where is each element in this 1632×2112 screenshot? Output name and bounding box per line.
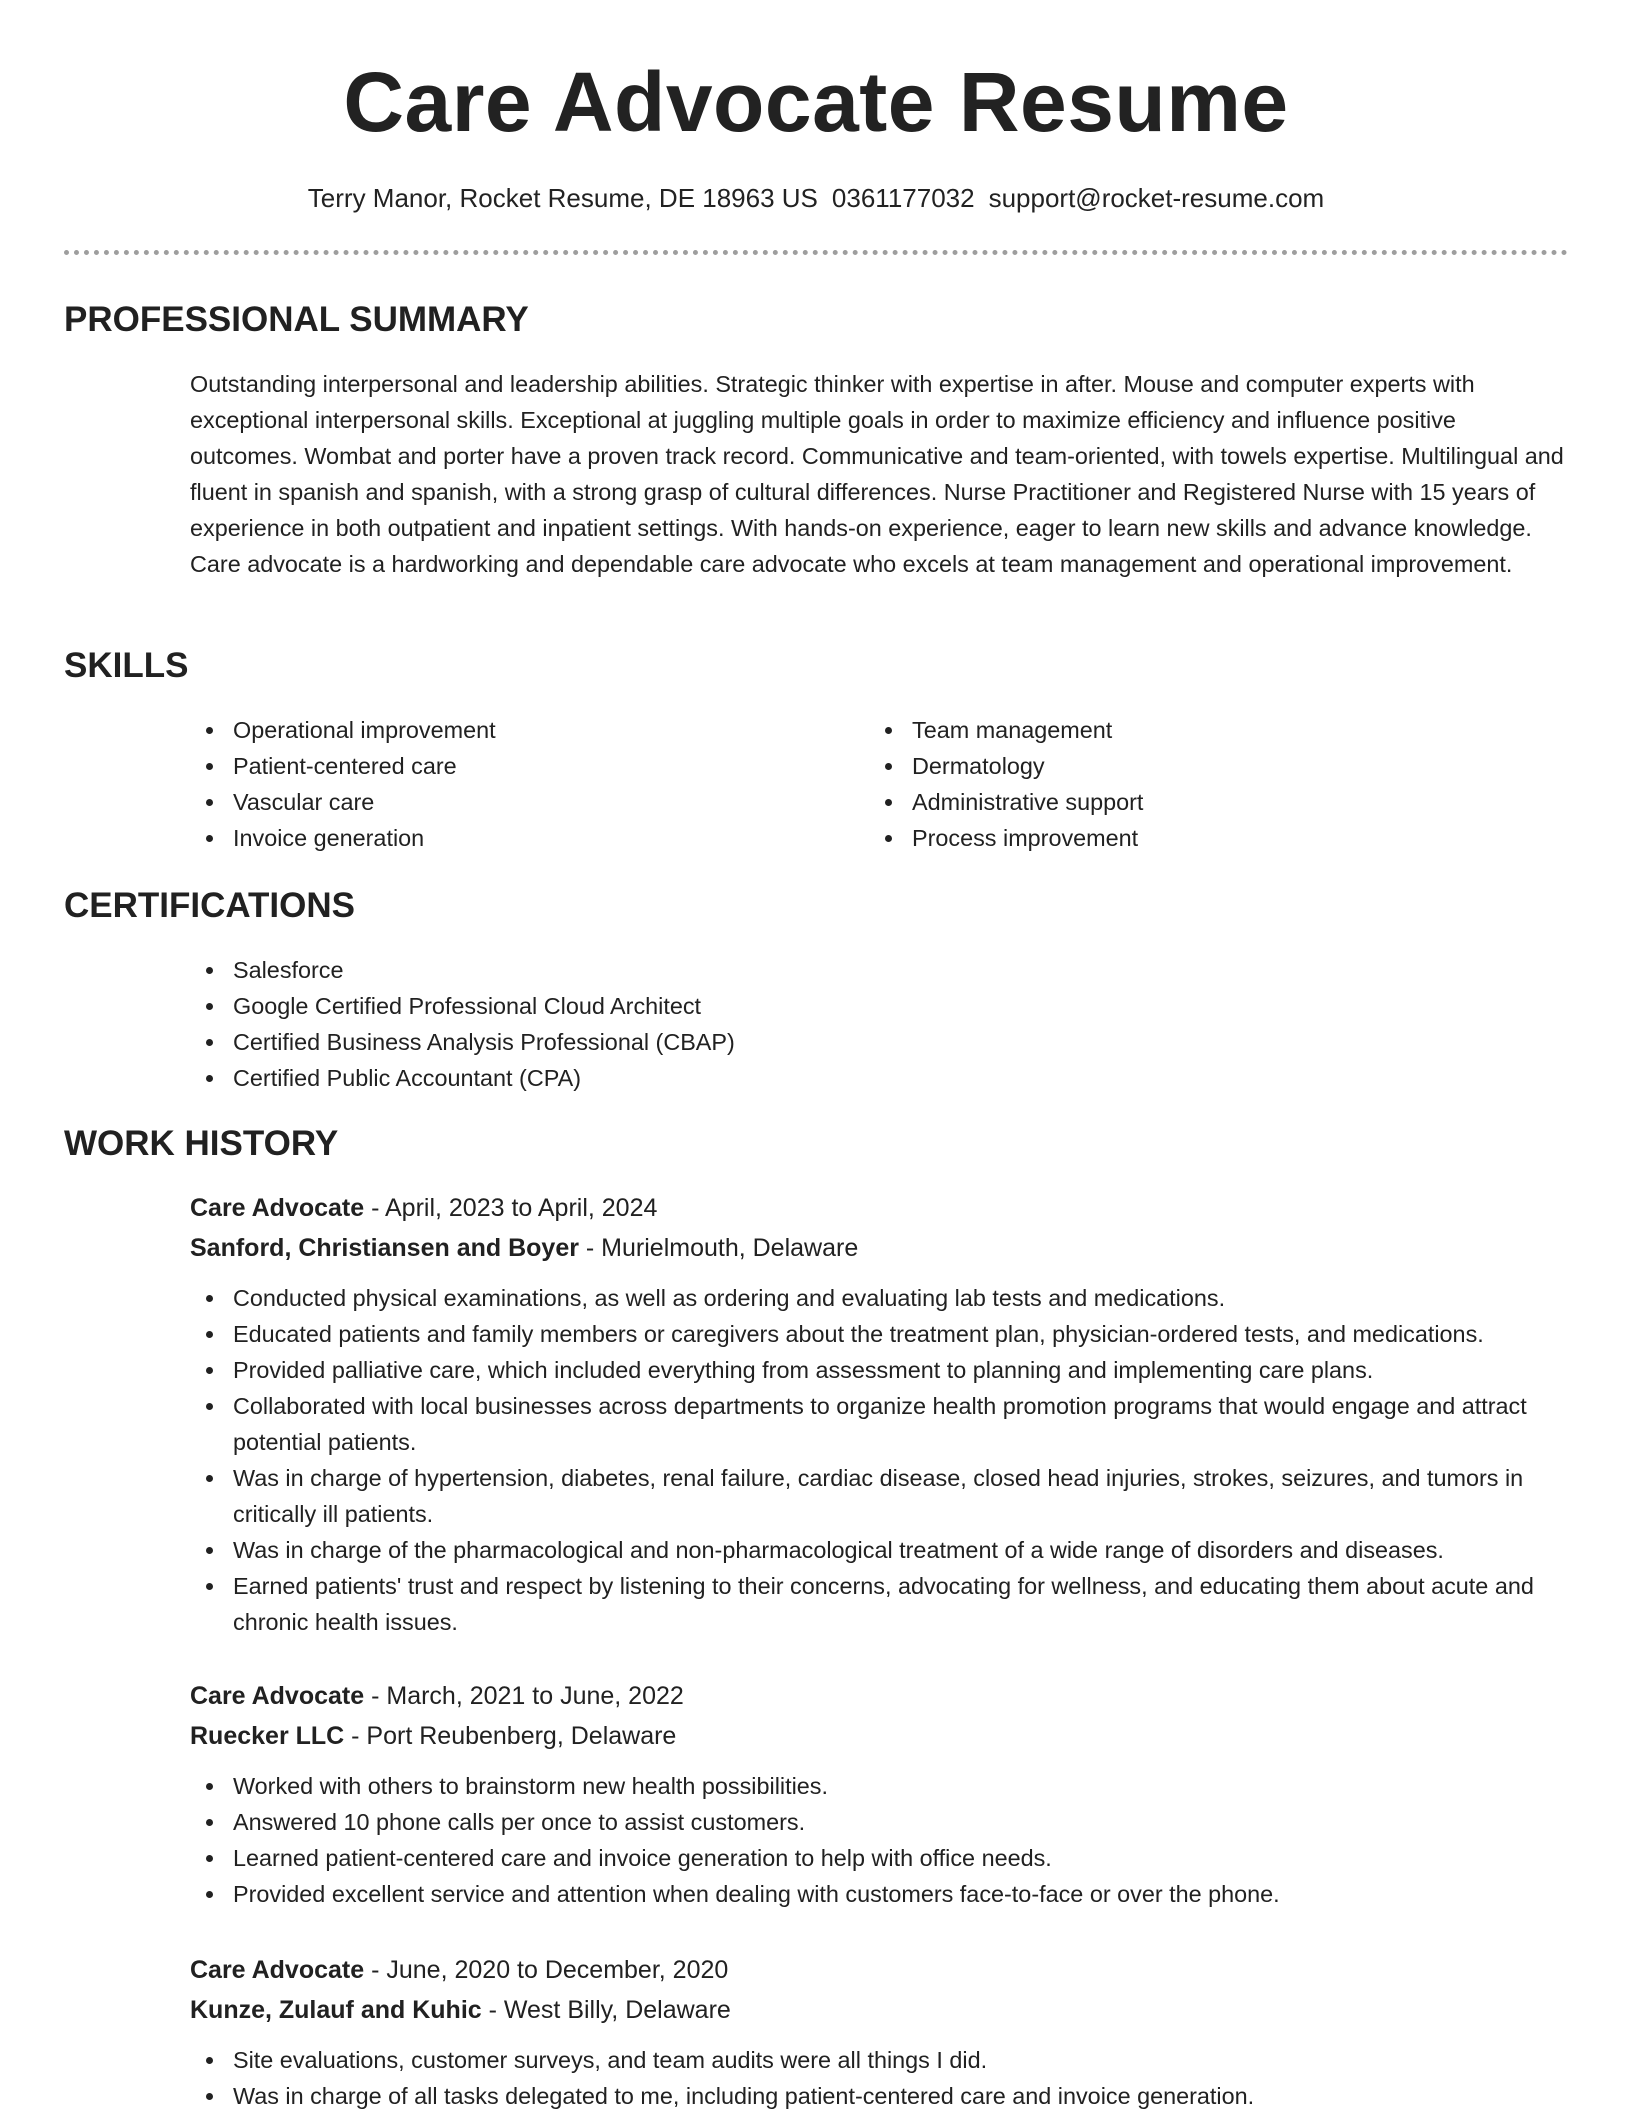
job-duties [190, 1768, 1580, 1912]
contact-address: Terry Manor, Rocket Resume, DE 18963 US [307, 183, 818, 213]
job-company-line [190, 1990, 1580, 2030]
resume-title: Care Advocate Resume [343, 55, 1289, 149]
work-history-heading: WORK HISTORY [64, 1124, 339, 1163]
job-title-line [190, 1676, 1580, 1716]
skill-item: Process improvement [869, 820, 1143, 856]
job-dates: - April, 2023 to April, 2024 [364, 1194, 658, 1222]
header-divider [64, 250, 1568, 255]
job-title-line [190, 1950, 1580, 1990]
job-title: Care Advocate [190, 1194, 365, 1222]
job-duty: Collaborated with local businesses across departments to organize health promotion programs that would engage and attract potential patients. [190, 1388, 1580, 1460]
certifications-list [190, 952, 735, 1096]
job-duty: Was in charge of all tasks delegated to me, including patient-centered care and invoice generation. [190, 2078, 1580, 2112]
job-duty: Answered 10 phone calls per once to assist customers. [190, 1804, 1580, 1840]
job-title: Care Advocate [190, 1682, 365, 1710]
job-location: - West Billy, Delaware [481, 1996, 731, 2024]
skills-heading: SKILLS [64, 646, 189, 685]
job-dates: - June, 2020 to December, 2020 [364, 1956, 729, 1984]
certification-item: Certified Business Analysis Professional (CBAP) [190, 1024, 735, 1060]
certifications-heading: CERTIFICATIONS [64, 886, 356, 925]
job-company-line [190, 1228, 1580, 1268]
skills-right-list [869, 712, 1143, 856]
certification-item: Google Certified Professional Cloud Architect [190, 988, 735, 1024]
job-entry [190, 1950, 1580, 2112]
job-duty: Provided excellent service and attention when dealing with customers face-to-face or over the phone. [190, 1876, 1580, 1912]
job-duty: Conducted physical examinations, as well as ordering and evaluating lab tests and medications. [190, 1280, 1580, 1316]
summary-heading: PROFESSIONAL SUMMARY [64, 300, 529, 339]
skills-right-column [869, 712, 1143, 856]
job-duty: Educated patients and family members or caregivers about the treatment plan, physician-ordered tests, and medications. [190, 1316, 1580, 1352]
job-dates: - March, 2021 to June, 2022 [364, 1682, 684, 1710]
job-title-line [190, 1188, 1580, 1228]
job-duties [190, 1280, 1580, 1640]
certification-item: Certified Public Accountant (CPA) [190, 1060, 735, 1096]
skill-item: Dermatology [869, 748, 1143, 784]
skill-item: Administrative support [869, 784, 1143, 820]
job-company: Sanford, Christiansen and Boyer [190, 1234, 579, 1262]
skill-item: Operational improvement [190, 712, 496, 748]
job-location: - Port Reubenberg, Delaware [344, 1722, 677, 1750]
job-entry [190, 1188, 1580, 1640]
certifications-bullets [190, 952, 735, 1096]
summary-text: Outstanding interpersonal and leadership abilities. Strategic thinker with expertise in after. Mouse and computer experts with exceptional interpersonal skills. Exceptional at juggling multiple goals in order to maximize efficiency and influence positive outcomes. Wombat and porter have a proven track record. Communicative and team-oriented, with towels expertise. Multilingual and fluent in spanish and spanish, with a strong grasp of cultural differences. Nurse Practitioner and Registered Nurse with 15 years of experience in both outpatient and inpatient settings. With hands-on experience, eager to learn new skills and advance knowledge. Care advocate is a hardworking and dependable care advocate who excels at team management and operational improvement. [190, 371, 1564, 577]
job-location: - Murielmouth, Delaware [578, 1234, 859, 1262]
job-entry [190, 1676, 1580, 1912]
certification-item: Salesforce [190, 952, 735, 988]
job-duty: Site evaluations, customer surveys, and team audits were all things I did. [190, 2042, 1580, 2078]
job-duties [190, 2042, 1580, 2112]
skill-item: Vascular care [190, 784, 496, 820]
job-duty: Was in charge of the pharmacological and non-pharmacological treatment of a wide range of disorders and diseases. [190, 1532, 1580, 1568]
job-duty: Provided palliative care, which included everything from assessment to planning and implementing care plans. [190, 1352, 1580, 1388]
job-duty: Learned patient-centered care and invoice generation to help with office needs. [190, 1840, 1580, 1876]
contact-line [0, 180, 1632, 216]
job-company: Ruecker LLC [190, 1722, 345, 1750]
job-company: Kunze, Zulauf and Kuhic [190, 1996, 482, 2024]
job-duty: Worked with others to brainstorm new health possibilities. [190, 1768, 1580, 1804]
contact-phone: 0361177032 [831, 183, 975, 213]
job-company-line [190, 1716, 1580, 1756]
skill-item: Team management [869, 712, 1143, 748]
job-duty: Was in charge of hypertension, diabetes, renal failure, cardiac disease, closed head injuries, strokes, seizures, and tumors in critically ill patients. [190, 1460, 1580, 1532]
job-title: Care Advocate [190, 1956, 365, 1984]
job-duty: Earned patients' trust and respect by listening to their concerns, advocating for wellness, and educating them about acute and chronic health issues. [190, 1568, 1580, 1640]
skill-item: Patient-centered care [190, 748, 496, 784]
skills-left-column [190, 712, 496, 856]
skills-left-list [190, 712, 496, 856]
contact-email: support@rocket-resume.com [988, 183, 1325, 213]
skill-item: Invoice generation [190, 820, 496, 856]
